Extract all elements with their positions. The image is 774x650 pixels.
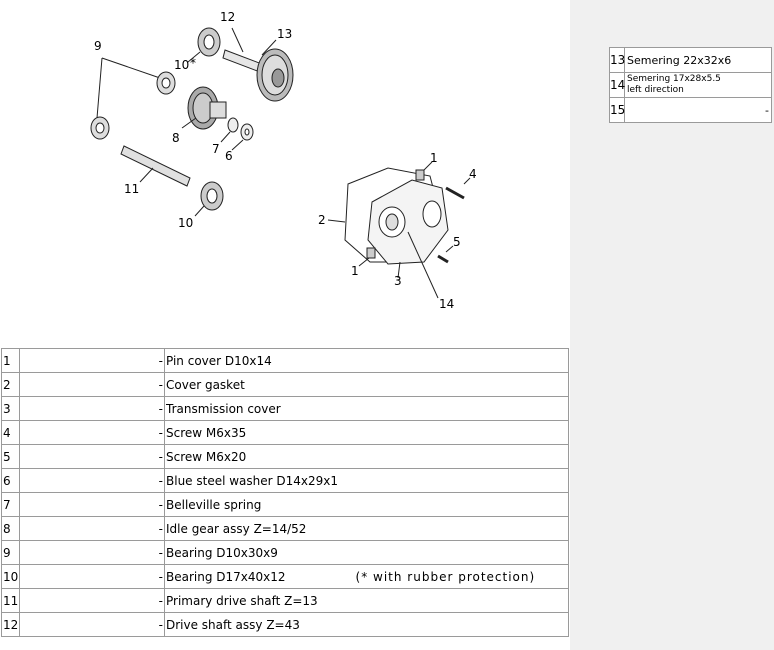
primary-shaft-11 [121,146,190,186]
part-code: - [20,397,165,421]
callout-14: 14 [439,297,455,311]
callout-1-top: 1 [430,151,438,165]
part-number: 11 [2,589,20,613]
table-row [610,48,772,73]
part-desc-text: Belleville spring [166,497,262,512]
pin-cover-1-top [416,170,424,180]
callout-10-top: 10 [174,58,190,72]
diagram-svg [0,0,570,348]
part-code: - [20,589,165,613]
part-desc-text: Pin cover D10x14 [166,353,272,368]
part-description [165,589,569,613]
part-description: Semering 22x32x6 [625,48,772,73]
part-code: - [20,421,165,445]
part-desc-line1: Semering 17x28x5.5 [627,74,721,84]
part-number: 5 [2,445,20,469]
drive-shaft-12 [223,50,262,72]
side-parts-table [609,47,772,123]
table-row [2,445,569,469]
table-row [2,373,569,397]
pin-cover-1-bottom [367,248,375,258]
table-row [610,98,772,123]
callout-7: 7 [212,142,220,156]
part-code: - [20,493,165,517]
part-description [165,565,569,589]
part-description [165,613,569,637]
part-number: 9 [2,541,20,565]
part-desc-text: Blue steel washer D14x29x1 [166,473,339,488]
callout-9: 9 [94,39,102,53]
callout-4: 4 [469,167,477,181]
belleville-spring-7 [228,118,238,132]
part-desc-text: Drive shaft assy Z=43 [166,617,300,632]
part-description [165,445,569,469]
part-code: - [20,469,165,493]
table-row [2,349,569,373]
callout-11: 11 [124,182,140,196]
table-row [610,73,772,98]
part-number: 14 [610,73,625,98]
part-code: - [20,613,165,637]
part-number: 10 [2,565,20,589]
leader-9b [97,58,102,118]
callout-13: 13 [277,27,293,41]
callout-5: 5 [453,235,461,249]
part-description [165,541,569,565]
part-desc-text: Bearing D10x30x9 [166,545,278,560]
part-note: (* with rubber protection) [355,569,536,584]
callout-12: 12 [220,10,236,24]
callout-6: 6 [225,149,233,163]
table-row [2,589,569,613]
screw-4 [446,188,464,198]
part-desc-text: Bearing D17x40x12 [166,569,286,584]
part-desc-line2: left direction [627,85,684,95]
part-description [165,493,569,517]
table-row [2,397,569,421]
part-desc-text: Transmission cover [166,401,281,416]
callout-8: 8 [172,131,180,145]
part-description [165,469,569,493]
table-row [2,469,569,493]
parts-table [1,348,569,637]
part-description [165,397,569,421]
part-code: - [20,565,165,589]
exploded-parts-diagram [0,0,570,348]
asterisk-marker: * [190,56,196,70]
screw-5 [438,256,448,262]
part-code: - [20,517,165,541]
part-number: 12 [2,613,20,637]
part-number: 1 [2,349,20,373]
callout-3: 3 [394,274,402,288]
part-desc-text: Idle gear assy Z=14/52 [166,521,307,536]
table-row [2,517,569,541]
part-code: - [20,373,165,397]
part-description [165,421,569,445]
part-desc-text: Cover gasket [166,377,245,392]
part-number: 6 [2,469,20,493]
part-number: 2 [2,373,20,397]
part-description [165,349,569,373]
callout-2: 2 [318,213,326,227]
part-code: - [625,98,772,123]
part-description [165,373,569,397]
part-description [165,517,569,541]
part-code: - [20,349,165,373]
table-row [2,541,569,565]
part-desc-text: Primary drive shaft Z=13 [166,593,318,608]
part-number: 15 [610,98,625,123]
part-desc-text: Screw M6x20 [166,449,247,464]
table-row [2,565,569,589]
part-description [625,73,772,98]
part-code: - [20,541,165,565]
table-row [2,613,569,637]
callout-1-bottom: 1 [351,264,359,278]
part-number: 7 [2,493,20,517]
callout-10-bottom: 10 [178,216,194,230]
leader-9a [102,58,160,78]
table-row [2,421,569,445]
part-desc-text: Screw M6x35 [166,425,247,440]
part-number: 3 [2,397,20,421]
part-number: 13 [610,48,625,73]
part-number: 4 [2,421,20,445]
part-code: - [20,445,165,469]
part-number: 8 [2,517,20,541]
table-row [2,493,569,517]
